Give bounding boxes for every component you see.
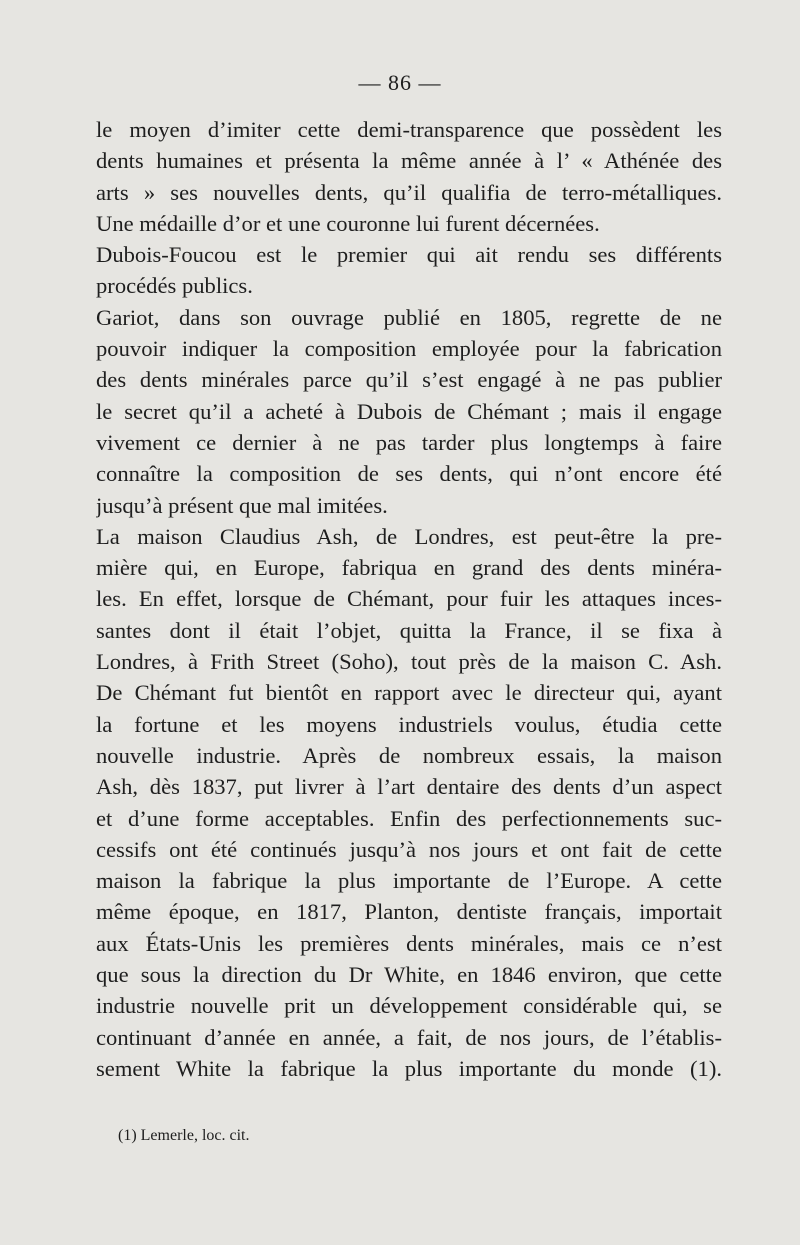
text-line: procédés publics. — [96, 273, 253, 299]
text-line: aux États-Unis les premières dents minérales, mais ce n’est — [96, 930, 722, 956]
text-line: maison la fabrique la plus importante de l’Europe. A cette — [96, 868, 722, 894]
page-number: — 86 — — [358, 70, 442, 95]
text-line: que sous la direction du Dr White, en 1846 environ, que cette — [96, 962, 722, 988]
text-line: La maison Claudius Ash, de Londres, est peut-être la pre- — [96, 523, 722, 549]
text-line: Ash, dès 1837, put livrer à l’art dentaire des dents d’un aspect — [96, 774, 722, 800]
text-line: et d’une forme acceptables. Enfin des perfectionnements suc- — [96, 805, 722, 831]
text-line: Gariot, dans son ouvrage publié en 1805, regrette de ne — [96, 304, 722, 330]
text-line: même époque, en 1817, Planton, dentiste français, importait — [96, 899, 722, 925]
footnote: (1) Lemerle, loc. cit. — [118, 1127, 250, 1144]
text-line: De Chémant fut bientôt en rapport avec le directeur qui, ayant — [96, 680, 722, 706]
text-line: Dubois-Foucou est le premier qui ait rendu ses différents — [96, 242, 722, 268]
text-line: industrie nouvelle prit un développement considérable qui, se — [96, 993, 722, 1019]
text-line: dents humaines et présenta la même année à l’ « Athénée des — [96, 148, 722, 174]
text-line: arts » ses nouvelles dents, qu’il qualifia de terro-métalliques. — [96, 179, 722, 205]
text-line: connaître la composition de ses dents, qui n’ont encore été — [96, 461, 722, 487]
text-line: Londres, à Frith Street (Soho), tout près de la maison C. Ash. — [96, 649, 722, 675]
text-line: les. En effet, lorsque de Chémant, pour fuir les attaques inces- — [96, 586, 722, 612]
text-line: mière qui, en Europe, fabriqua en grand des dents minéra- — [96, 555, 722, 581]
text-line: la fortune et les moyens industriels voulus, étudia cette — [96, 711, 722, 737]
text-line: jusqu’à présent que mal imitées. — [96, 492, 388, 518]
text-line: le moyen d’imiter cette demi-transparence que possèdent les — [96, 117, 722, 142]
text-line: le secret qu’il a acheté à Dubois de Chémant ; mais il engage — [96, 398, 722, 424]
text-line: nouvelle industrie. Après de nombreux essais, la maison — [96, 742, 722, 768]
text-line: vivement ce dernier à ne pas tarder plus longtemps à faire — [96, 429, 722, 455]
text-line: santes dont il était l’objet, quitta la France, il se fixa à — [96, 617, 722, 643]
text-line: des dents minérales parce qu’il s’est engagé à ne pas publier — [96, 367, 722, 393]
text-line: continuant d’année en année, a fait, de nos jours, de l’établis- — [96, 1024, 722, 1050]
text-line: cessifs ont été continués jusqu’à nos jours et ont fait de cette — [96, 836, 722, 862]
body-text — [96, 114, 722, 1084]
text-line: sement White la fabrique la plus importante du monde (1). — [96, 1055, 722, 1081]
text-line: Une médaille d’or et une couronne lui furent décernées. — [96, 210, 600, 236]
text-line: pouvoir indiquer la composition employée pour la fabrication — [96, 336, 722, 362]
